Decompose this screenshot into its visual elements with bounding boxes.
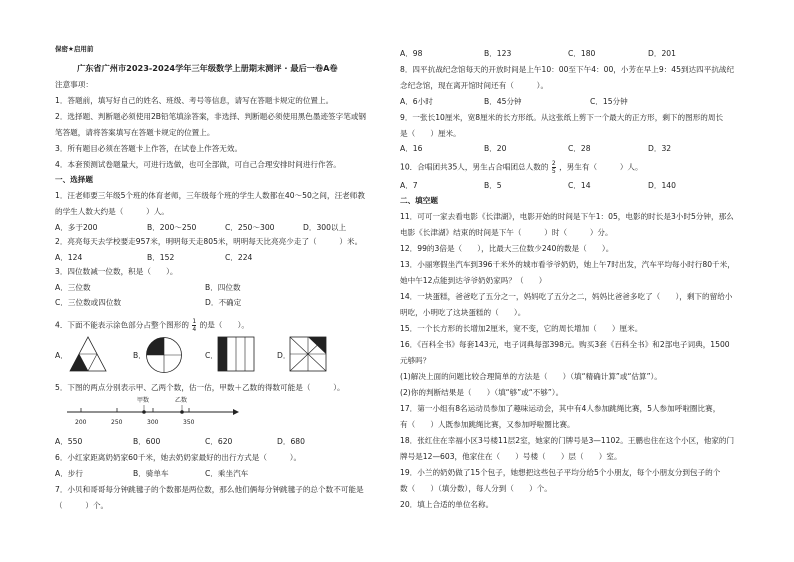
section-title-choice: 一、选择题 [55,175,93,184]
question-7-cont: （ ）个。 [55,501,109,510]
q6-option-c[interactable]: C．乘坐汽车 [205,469,249,478]
q7-option-b[interactable]: B．123 [484,49,512,58]
q4-text-pre: 4．下面不能表示涂色部分占整个图形的 [55,320,189,330]
q10-option-c[interactable]: C．14 [568,181,591,190]
q4-fraction-numerator: 1 [192,318,197,325]
question-16: 16．《百科全书》每套143元，电子词典每部398元。购买3套《百科全书》和2部电子词典，1500 [400,340,730,349]
question-1-cont: 的学生人数大约是（ ）人。 [55,207,169,216]
question-9-cont: 是（ ）厘米。 [400,129,461,138]
q1-option-b[interactable]: B．200～250 [147,223,197,232]
question-14-cont: 明吃，小明吃了这块蛋糕的（ ）。 [400,308,526,317]
q6-option-b[interactable]: B．骑单车 [133,469,169,478]
question-17: 17．第一小组有8名运动员参加了趣味运动会，其中有4人参加跳绳比赛，5人参加呼啦圈比赛， [400,404,721,413]
q2-option-b[interactable]: B．152 [147,253,175,262]
question-11-cont: 电影《长津湖》结束的时间是下午（ ）时（ ）分。 [400,228,613,237]
q1-option-a[interactable]: A．多于200 [55,223,98,232]
q10-fraction [552,160,556,175]
q9-option-c[interactable]: C．28 [568,144,591,153]
q4-option-b[interactable]: B． [133,351,146,360]
q4-option-a[interactable]: A． [55,351,68,360]
notice-line: 4．本套预测试卷题量大，可进行选做，也可全部做，可自己合理安排时间进行作答。 [55,160,341,169]
question-14: 14．一块蛋糕，爸爸吃了五分之一，妈妈吃了五分之二，妈妈比爸爸多吃了（ ），剩下的留给小 [400,292,733,301]
question-18-cont: 牌号是12—603，他家住在（ ）号楼（ ）层（ ）室。 [400,452,622,461]
section-title-fill: 二、填空题 [400,196,438,205]
question-19: 19．小兰的奶奶做了15个包子，她想把这些包子平均分给5个小朋友，每个小朋友分到包子的个 [400,468,721,477]
question-6: 6．小红家距离奶奶家60千米，她去奶奶家最好的出行方式是（ ）。 [55,453,302,462]
q4-text-post: 的是（ ）。 [199,320,249,330]
q8-option-c[interactable]: C．15分钟 [590,97,628,106]
notice-heading: 注意事项： [55,80,93,89]
q5-tick-350: 350 [183,419,195,426]
q10-option-d[interactable]: D．140 [648,181,676,190]
question-20: 20．填上合适的单位名称。 [400,500,494,509]
question-5: 5．下图的两点分别表示甲、乙两个数，估一估，甲数＋乙数的得数可能是（ ）。 [55,383,345,392]
q3-option-b[interactable]: B．四位数 [205,283,241,292]
q1-option-d[interactable]: D．300以上 [303,223,347,232]
q5-tick-200: 200 [75,419,87,426]
q4-figure-c-rectangle [217,336,255,372]
q10-option-a[interactable]: A．7 [400,181,418,190]
q10-fraction-numerator: 2 [551,160,556,167]
question-15: 15．一个长方形的长增加2厘米，宽不变，它的周长增加（ ）厘米。 [400,324,643,333]
q4-fraction-denominator: 4 [192,326,197,333]
q10-text-pre: 10．合唱团共35人，男生占合唱团总人数的 [400,162,549,172]
q5-number-line [65,396,240,432]
question-4 [55,318,249,333]
question-12: 12．99的3倍是（ ），比最大三位数少240的数是（ ）。 [400,244,614,253]
left-column [55,0,425,562]
q5-tick-300: 300 [147,419,159,426]
q9-option-b[interactable]: B．20 [484,144,507,153]
question-11: 11．可可一家去看电影《长津湖》，电影开始的时间是下午1：05，电影的时长是3小时5分钟，那么 [400,212,734,221]
q10-option-b[interactable]: B．5 [484,181,502,190]
question-3: 3．四位数减一位数，积是（ ）。 [55,267,178,276]
question-13-cont: 她中午12点能到达爷爷奶奶家吗？（ ） [400,276,547,285]
notice-line: 笔答题，请将答案填写在答题卡规定的位置上。 [55,128,215,137]
q5-label-jia: 甲数 [137,397,150,404]
right-column [400,0,780,562]
q2-option-a[interactable]: A．124 [55,253,83,262]
notice-line: 2．选择题、判断题必须使用2B铅笔填涂答案，非选择、判断题必须使用黑色墨迹签字笔或钢 [55,112,367,121]
q8-option-a[interactable]: A．6小时 [400,97,433,106]
q10-fraction-denominator: 5 [551,168,556,175]
question-7: 7．小贝和哥哥每分钟跳毽子的个数都是两位数，那么他们俩每分钟跳毽子的总个数不可能是 [55,485,364,494]
page-title: 广东省广州市2023-2024学年三年级数学上册期末测评 · 最后一卷A卷 [77,63,338,73]
q7-option-c[interactable]: C．180 [568,49,596,58]
question-13: 13．小丽寒假坐汽车到396千米外的城市看爷爷奶奶，她上午7时出发，汽车平均每小时行80千米， [400,260,735,269]
q5-label-yi: 乙数 [175,397,188,404]
q4-fraction [192,318,196,333]
q5-option-b[interactable]: B．600 [133,437,161,446]
question-8-cont: 念纪念馆，现在离开馆时间还有（ ）。 [400,81,549,90]
question-2: 2．亮亮每天去学校要走957米，明明每天走805米，明明每天比亮亮少走了（ ）米。 [55,237,363,246]
q2-option-c[interactable]: C．224 [225,253,253,262]
q3-option-a[interactable]: A．三位数 [55,283,91,292]
question-10 [400,160,643,175]
question-9: 9．一张长10厘米，宽8厘米的长方形纸。从这张纸上剪下一个最大的正方形，剩下的图形的周长 [400,113,724,122]
question-16-sub1: (1)解决上面的问题比较合理简单的方法是（ ）（填“精确计算”或“估算”）。 [400,372,662,381]
q3-option-d[interactable]: D．不确定 [205,298,242,307]
q9-option-a[interactable]: A．16 [400,144,423,153]
q5-option-a[interactable]: A．550 [55,437,83,446]
question-19-cont: 数（ ）（填分数），每人分到（ ）个。 [400,484,552,493]
q4-option-d[interactable]: D． [277,351,291,360]
notice-line: 1．答题前，填写好自己的姓名、班级、考号等信息，请写在答题卡规定的位置上。 [55,96,334,105]
q5-option-c[interactable]: C．620 [205,437,233,446]
q10-text-post: ，男生有（ ）人。 [559,162,643,172]
q8-option-b[interactable]: B．45分钟 [484,97,522,106]
secret-label: 保密★启用前 [55,45,94,53]
q5-tick-250: 250 [111,419,123,426]
question-16-cont: 元够吗？ [400,356,431,365]
question-8: 8．四平抗战纪念馆每天的开放时间是上午10：00至下午4：00，小芳在早上9：45到达四平抗战纪 [400,65,735,74]
notice-line: 3．所有题目必须在答题卡上作答，在试卷上作答无效。 [55,144,243,153]
q4-figure-d-square [289,336,327,372]
q3-option-c[interactable]: C．三位数或四位数 [55,298,122,307]
question-16-sub2: (2)你的判断结果是（ ）（填“够”或“不够”）。 [400,388,564,397]
q4-option-c[interactable]: C． [205,351,218,360]
q4-figure-a-triangle [69,336,107,372]
q7-option-d[interactable]: D．201 [648,49,676,58]
q4-figure-b-circle [145,336,183,374]
q7-option-a[interactable]: A．98 [400,49,423,58]
q5-option-d[interactable]: D．680 [277,437,305,446]
question-18: 18．张红住在幸福小区3号楼11层2室，她家的门牌号是3—1102。王鹏也住在这个小区，他家的门 [400,436,735,445]
q1-option-c[interactable]: C．250～300 [225,223,275,232]
question-1: 1．汪老师要三年级5个班的体育老师，三年级每个班的学生人数都在40～50之间，汪老师教 [55,191,365,200]
q9-option-d[interactable]: D．32 [648,144,672,153]
question-17-cont: 有（ ）人既参加跳绳比赛，又参加呼啦圈比赛。 [400,420,575,429]
q6-option-a[interactable]: A．步行 [55,469,83,478]
